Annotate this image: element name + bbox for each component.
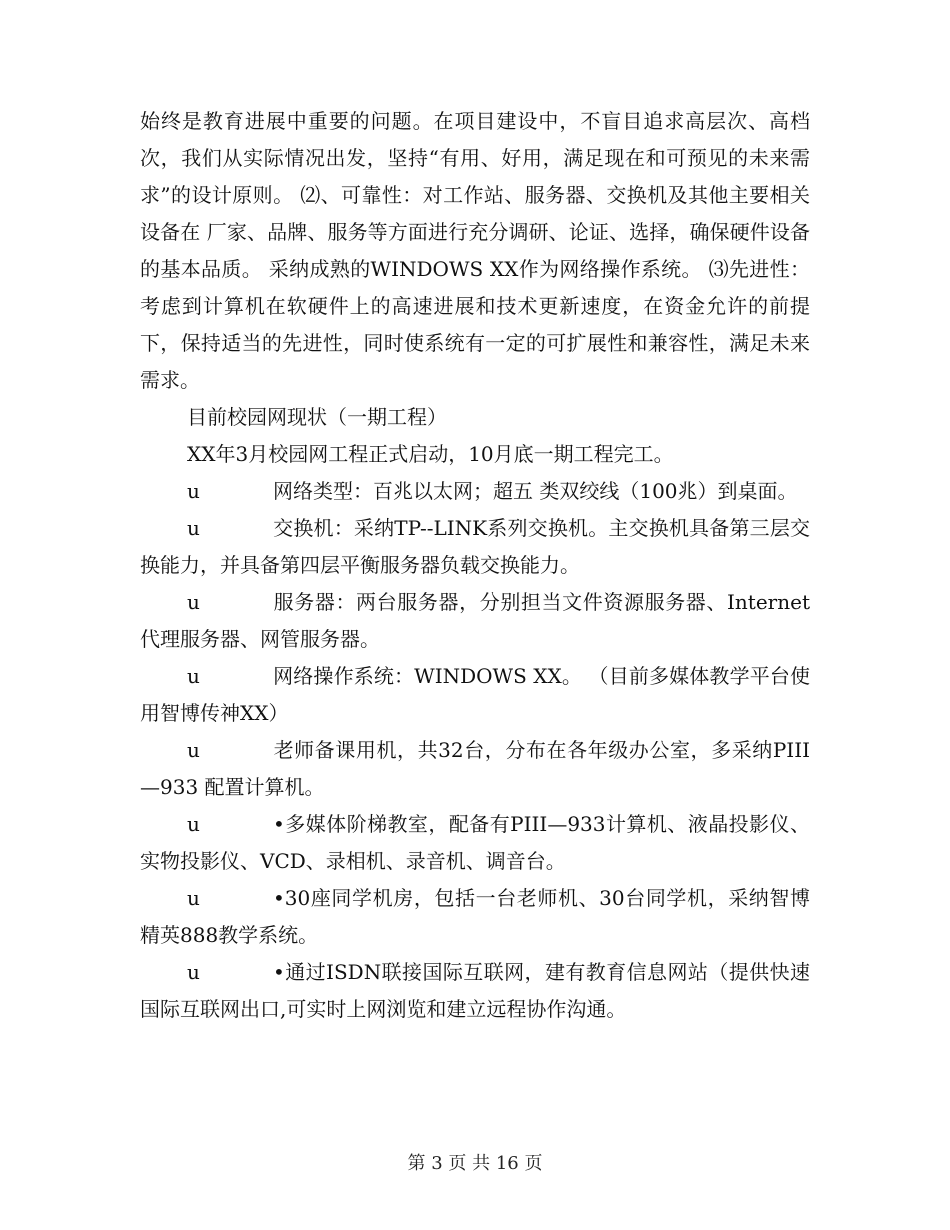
- bullet-marker: u: [187, 664, 200, 688]
- bullet-item-teacher-computers: [140, 732, 810, 806]
- bullet-marker: u: [187, 479, 200, 503]
- bullet-text: •通过ISDN联接国际互联网，建有教育信息网站（提供快速国际互联网出口,可实时上网浏览和建立远程协作沟通。: [140, 960, 810, 1021]
- page-number-footer: 第 3 页 共 16 页: [407, 1153, 543, 1174]
- bullet-text: •30座同学机房，包括一台老师机、30台同学机，采纳智博精英888教学系统。: [140, 886, 810, 947]
- bullet-item-internet-access: [140, 954, 810, 1028]
- bullet-item-network-os: [140, 658, 810, 732]
- bullet-marker: u: [187, 590, 200, 614]
- bullet-item-student-lab: [140, 880, 810, 954]
- bullet-text: 老师备课用机，共32台，分布在各年级办公室，多采纳PIII—933 配置计算机。: [140, 738, 810, 799]
- bullet-item-server: [140, 584, 810, 658]
- bullet-marker: u: [187, 960, 200, 984]
- project-start-paragraph: XX年3月校园网工程正式启动，10月底一期工程完工。: [187, 442, 674, 466]
- bullet-text: 网络操作系统：WINDOWS XX。 （目前多媒体教学平台使用智博传神XX）: [140, 664, 810, 725]
- bullet-text: 交换机：采纳TP--LINK系列交换机。主交换机具备第三层交换能力，并具备第四层平衡服务器负载交换能力。: [140, 516, 810, 577]
- bullet-marker: u: [187, 886, 200, 910]
- bullet-text: 网络类型：百兆以太网；超五 类双绞线（100兆）到桌面。: [273, 479, 798, 503]
- bullet-text: 服务器：两台服务器，分别担当文件资源服务器、Internet代理服务器、网管服务器。: [140, 590, 810, 651]
- body-paragraph-continuation: 始终是教育进展中重要的问题。在项目建设中，不盲目追求高层次、高档次，我们从实际情况出发，坚持“有用、好用，满足现在和可预见的未来需求”的设计原则。 ⑵、可靠性：对工作站、服务器、交换机及其他主要相关设备在 厂家、品牌、服务等方面进行充分调研、论证、选择，确保硬件设备的基本品质。 采纳成熟的WINDOWS XX作为网络操作系统。 ⑶先进性：考虑到计算机在软硬件上的高速进展和技术更新速度，在资金允许的前提下，保持适当的先进性，同时使系统有一定的可扩展性和兼容性，满足未来需求。: [140, 109, 810, 392]
- bullet-item-switch: [140, 510, 810, 584]
- bullet-marker: u: [187, 812, 200, 836]
- bullet-item-network-type: [140, 473, 810, 510]
- bullet-marker: u: [187, 516, 200, 540]
- bullet-item-multimedia-classroom: [140, 806, 810, 880]
- bullet-text: •多媒体阶梯教室，配备有PIII—933计算机、液晶投影仪、实物投影仪、VCD、录相机、录音机、调音台。: [140, 812, 810, 873]
- bullet-marker: u: [187, 738, 200, 762]
- document-body: [140, 103, 810, 1028]
- section-heading-campus-network-status: 目前校园网现状（一期工程）: [187, 405, 447, 429]
